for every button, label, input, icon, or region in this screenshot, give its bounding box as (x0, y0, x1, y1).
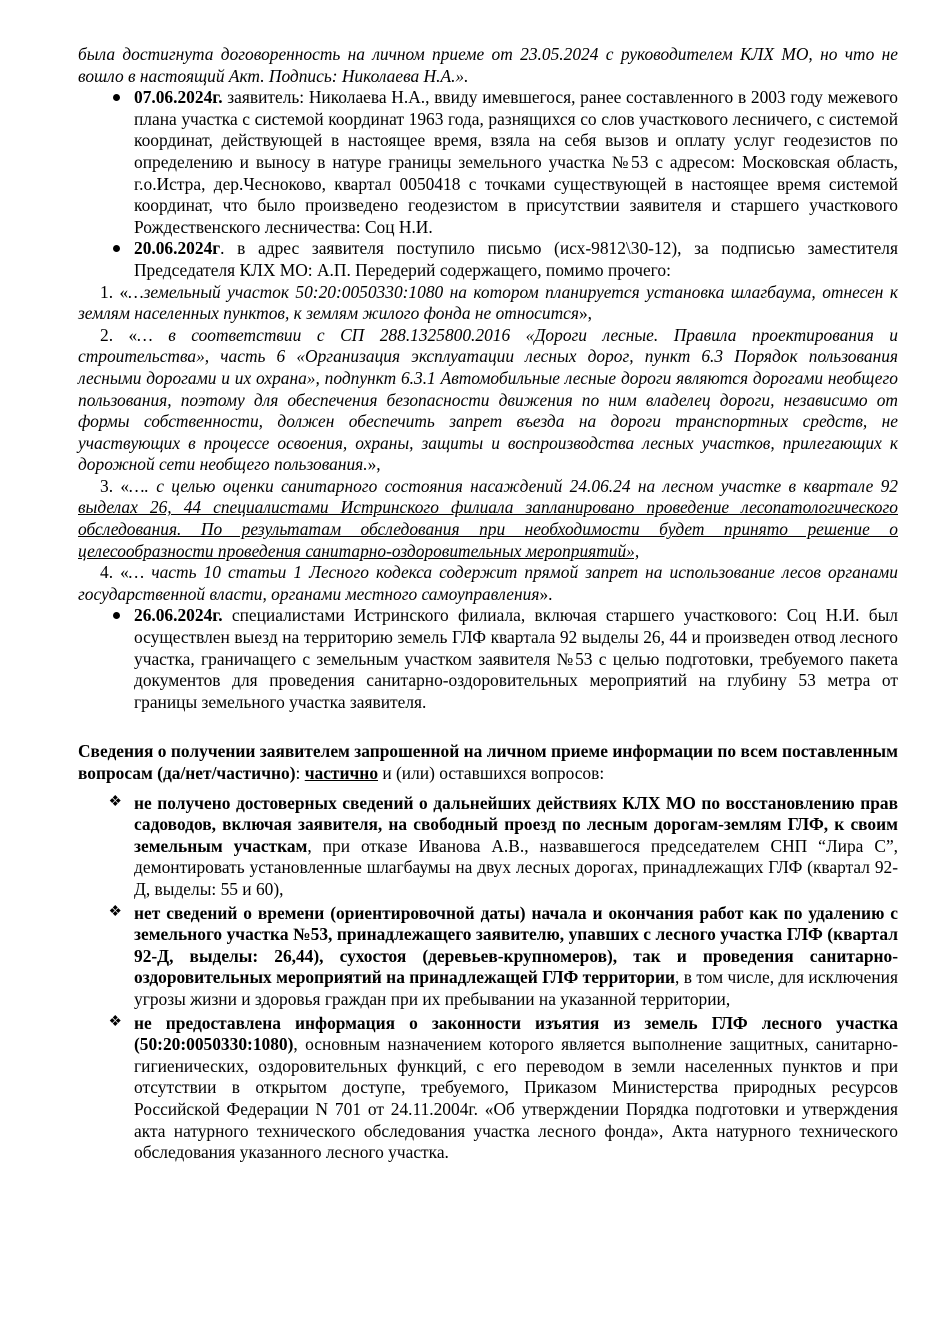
entry-date: 07.06.2024г. (134, 87, 223, 108)
diamond-bullet-icon: ❖ (108, 903, 122, 920)
underlined-quote: выделах 26, 44 специалистами Истринского филиала запланировано проведение лесопатологического обследования. По результатам обследования при необходимости будет принято решение о целесообразности проведения санитарно-оздоровительных мероприятий», (78, 497, 898, 561)
bullet-item-07-06 (78, 87, 898, 238)
diamond-item-1: ❖ не получено достоверных сведений о дальнейших действиях КЛХ МО по восстановлению прав садоводов, включая заявителя, на свободный проезд по лесным дорогам-землям ГЛФ, к своим земельным участкам, при отказе Иванова А.В., назвавшегося председателем СНП “Лира С”, демонтировать установленные шлагбаумы на двух лесных дорогах, принадлежащих ГЛФ (квартал 92-Д, выделы: 55 и 60), (78, 793, 898, 901)
quote-item-3: 3. «…. с целью оценки санитарного состояния насаждений 24.06.24 на лесном участке в квартале 92 выделах 26, 44 специалистами Истринского филиала запланировано проведение лесопатологического обследования. По результатам обследования при необходимости будет принято решение о целесообразности проведения санитарно-оздоровительных мероприятий», (78, 475, 898, 561)
quote-item-1: 1. «…земельный участок 50:20:0050330:1080 на котором планируется установка шлагбаума, отнесен к землям населенных пунктов, к землям жилого фонда не относится», (78, 281, 898, 324)
bullet-item-20-06 (78, 238, 898, 281)
diamond-item-2: ❖ нет сведений о времени (ориентировочной даты) начала и окончания работ как по удалению с земельного участка №53, принадлежащего заявителю, упавших с лесного участка ГЛФ (квартал 92-Д, выделы: 26,44), сухостоя (деревьев-крупномеров), так и проведения санитарно-оздоровительных мероприятий на принадлежащей ГЛФ территории, в том числе, для исключения угрозы жизни и здоровья граждан при их пребывании на указанной территории, (78, 903, 898, 1011)
status-answer: частично (304, 763, 379, 783)
entry-date: 20.06.2024г (134, 238, 221, 259)
bullet-dot-icon (78, 238, 134, 281)
entry-text: . в адрес заявителя поступило письмо (исх-9812\30-12), за подписью заместителя Председателя КЛХ МО: А.П. Передерий содержащего, помимо прочего: (134, 238, 898, 280)
entry-date: 26.06.2024г. (134, 605, 223, 626)
quote-item-2: 2. «… в соответствии с СП 288.1325800.2016 «Дороги лесные. Правила проектирования и строительства», часть 6 «Организация эксплуатации лесных дорог, пункт 6.3 Порядок пользования лесными дорогами и их охрана», подпункт 6.3.1 Автомобильные лесные дороги являются дорогами необщего пользования, поэтому для обеспечения безопасности движения по ним владелец дороги, независимо от формы собственности, должен обеспечить запрет въезда на дороги транспортных средств, не участвующих в процессе освоения, охраны, защиты и воспроизводства лесных участков, прилегающих к дорожной сети необщего пользования.», (78, 324, 898, 475)
diamond-bullet-icon: ❖ (108, 793, 122, 810)
entry-text: специалистами Истринского филиала, включая старшего участкового: Соц Н.И. был осуществлен выезд на территорию земель ГЛФ квартала 92 выделы 26, 44 и произведен отвод лесного участка, граничащего с земельным участком заявителя №53 с целью подготовки, требуемого пакета документов для проведения санитарно-оздоровительных мероприятий на глубину 53 метра от границы земельного участка заявителя. (134, 605, 898, 712)
document-page (78, 44, 898, 1164)
bullet-item-26-06 (78, 605, 898, 713)
bullet-dot-icon (78, 87, 134, 238)
diamond-item-3: ❖ не предоставлена информация о законности изъятия из земель ГЛФ лесного участка (50:20:0050330:1080), основным назначением которого является выполнение защитных, санитарно-гигиенических, оздоровительных функций, с его переводом в земли населенных пунктов и при отсутствии в открытом доступе, требуемого, Приказом Министерства природных ресурсов Российской Федерации N 701 от 24.11.2004г. «Об утверждении Порядка подготовки и утверждения акта натурного технического обследования участка лесного фонда», Акта натурного технического обследования указанного лесного участка. (78, 1013, 898, 1164)
intro-paragraph: была достигнута договоренность на личном приеме от 23.05.2024 с руководителем КЛХ МО, но что не вошло в настоящий Акт. Подпись: Николаева Н.А.». (78, 44, 898, 86)
bullet-dot-icon (78, 605, 134, 713)
summary-paragraph: Сведения о получении заявителем запрошенной на личном приеме информации по всем поставленным вопросам (да/нет/частично): частично и (или) оставшихся вопросов: (78, 741, 898, 783)
entry-text: заявитель: Николаева Н.А., ввиду имевшегося, ранее составленного в 2003 году межевого плана участка с системой координат 1963 года, разнящихся со слов участкового лесничего, с системой координат, действующей в настоящее время, взяла на себя вызов и оплату услуг геодезистов по определению и выносу в натуре границы земельного участка №53 с адресом: Московская область, г.о.Истра, дер.Чесноково, квартал 0050418 с точками существующей в настоящее время системой координат, что было произведено геодезистом в присутствии заявителя и старшего участкового Рождественского лесничества: Соц Н.И. (134, 87, 898, 237)
diamond-bullet-icon: ❖ (108, 1013, 122, 1030)
quote-item-4: 4. «… часть 10 статьи 1 Лесного кодекса содержит прямой запрет на использование лесов органами государственной власти, органами местного самоуправления». (78, 562, 898, 604)
